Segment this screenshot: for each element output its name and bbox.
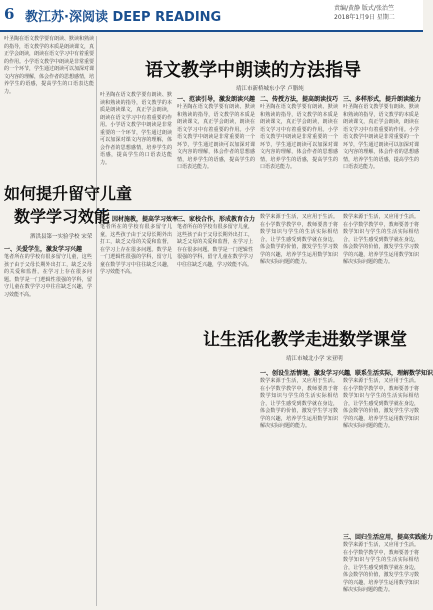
column-divider [96,36,97,606]
header-meta [334,4,420,22]
article2-col3: 笔者所在的学校有很多留守儿童，这些孩子由于父母长期外出打工，缺乏父母的关爱和监督，在学习上存在很多问题。数学是一门逻辑性很强的学科，留守儿童在数学学习中往往缺乏兴趣，学习效能不高。 [177,224,253,268]
article2-subhead-3: 三、家校合作，形成教育合力 [177,216,256,223]
article3-subhead-1: 一、创设生活情境，激发学习兴趣 [260,370,351,377]
section-title: 教江苏·深阅读 DEEP READING [25,10,222,25]
article2-title-line1: 如何提升留守儿童 [4,184,133,203]
article2-col2: 笔者所在的学校有很多留守儿童，这些孩子由于父母长期外出打工，缺乏父母的关爱和监督，在学习上存在很多问题。数学是一门逻辑性很强的学科，留守儿童在数学学习中往往缺乏兴趣，学习效能不高。 [100,224,172,275]
page-number: 6 [4,5,15,23]
article1-title: 语文教学中朗读的方法指导 [145,60,361,81]
article1-subhead-3: 三、多样形式，提升朗读能力 [343,96,422,103]
article2-subhead-2: 二、因材施教，提高学习效率 [100,216,179,223]
article1-subhead-2: 二、传授方法，提高朗读技巧 [260,96,339,103]
article3-subhead-2: 二、联系生活实际，理解数学知识 [343,370,433,377]
article3-col-upper2: 数学来源于生活，又应用于生活。在小学数学教学中，教师要善于将数学知识与学生的生活实际相结合，让学生感受到数学就在身边，体会数学的价值，激发学生学习数学的兴趣，培养学生运用数学知识解决实际问题的能力。 [343,214,419,265]
article3-byline: 靖江市城北小学 宋亚明 [286,356,343,362]
article1-col4: 叶圣陶在语文教学要有朗读、默读和熟读的指导，语文教学的本质是朗读课文，真正学会朗读，朗读在语文学习中有着重要的作用。小学语文教学中朗读是非常重要的一个环节，学生通过朗读可以加深对课文内容的理解，体会作者的思想感情，培养学生的语感，提高学生的口语表达能力。 [260,104,338,170]
article1-subhead-1: 一、范读引导，激发朗读兴趣 [177,96,256,103]
article1-col5: 叶圣陶在语文教学要有朗读、默读和熟读的指导，语文教学的本质是朗读课文，真正学会朗读，朗读在语文学习中有着重要的作用。小学语文教学中朗读是非常重要的一个环节，学生通过朗读可以加深对课文内容的理解，体会作者的思想感情，培养学生的语感，提高学生的口语表达能力。 [343,104,419,170]
page-header [0,0,423,32]
editor-credit: 责编/黄静 版式/张治竺 [334,5,394,12]
article1-col3: 叶圣陶在语文教学要有朗读、默读和熟读的指导，语文教学的本质是朗读课文，真正学会朗读，朗读在语文学习中有着重要的作用。小学语文教学中朗读是非常重要的一个环节，学生通过朗读可以加深对课文内容的理解，体会作者的思想感情，培养学生的语感，提高学生的口语表达能力。 [177,104,255,170]
article1-col1: 叶圣陶在语文教学要有朗读、默读和熟读的指导，语文教学的本质是朗读课文，真正学会朗读，朗读在语文学习中有着重要的作用。小学语文教学中朗读是非常重要的一个环节，学生通过朗读可以加深对课文内容的理解，体会作者的思想感情，培养学生的语感，提高学生的口语表达能力。 [4,36,95,95]
article2-title-line2: 数学学习效能 [14,207,111,226]
article2-subhead-1: 一、关爱学生，激发学习兴趣 [4,246,83,253]
issue-date: 2018年1月9日 星期二 [334,14,395,21]
article3-col3: 数学来源于生活，又应用于生活。在小学数学教学中，教师要善于将数学知识与学生的生活实际相结合，让学生感受到数学就在身边，体会数学的价值，激发学生学习数学的兴趣，培养学生运用数学知识解决实际问题的能力。 [343,542,419,593]
article2-byline: 泗洪县第一实验学校 宋荣 [30,234,93,240]
article3-col2: 数学来源于生活，又应用于生活。在小学数学教学中，教师要善于将数学知识与学生的生活实际相结合，让学生感受到数学就在身边，体会数学的价值，激发学生学习数学的兴趣，培养学生运用数学知识解决实际问题的能力。 [343,378,419,429]
article3-title: 让生活化教学走进数学课堂 [203,330,407,350]
article3-col-upper1: 数学来源于生活，又应用于生活。在小学数学教学中，教师要善于将数学知识与学生的生活实际相结合，让学生感受到数学就在身边，体会数学的价值，激发学生学习数学的兴趣，培养学生运用数学知识解决实际问题的能力。 [260,214,338,265]
article1-col2: 叶圣陶在语文教学要有朗读、默读和熟读的指导，语文教学的本质是朗读课文，真正学会朗读，朗读在语文学习中有着重要的作用。小学语文教学中朗读是非常重要的一个环节，学生通过朗读可以加深对课文内容的理解，体会作者的思想感情，培养学生的语感，提高学生的口语表达能力。 [100,92,172,166]
article3-subhead-3: 三、回归生活应用，提高实践能力 [343,534,433,541]
article2-col1: 笔者所在的学校有很多留守儿童，这些孩子由于父母长期外出打工，缺乏父母的关爱和监督，在学习上存在很多问题。数学是一门逻辑性很强的学科，留守儿童在数学学习中往往缺乏兴趣，学习效能不高。 [4,254,92,298]
article3-col1: 数学来源于生活，又应用于生活。在小学数学教学中，教师要善于将数学知识与学生的生活实际相结合，让学生感受到数学就在身边，体会数学的价值，激发学生学习数学的兴趣，培养学生运用数学知识解决实际问题的能力。 [260,378,338,429]
article1-byline: 靖江市新桥城东小学 卢腊纯 [236,86,304,92]
